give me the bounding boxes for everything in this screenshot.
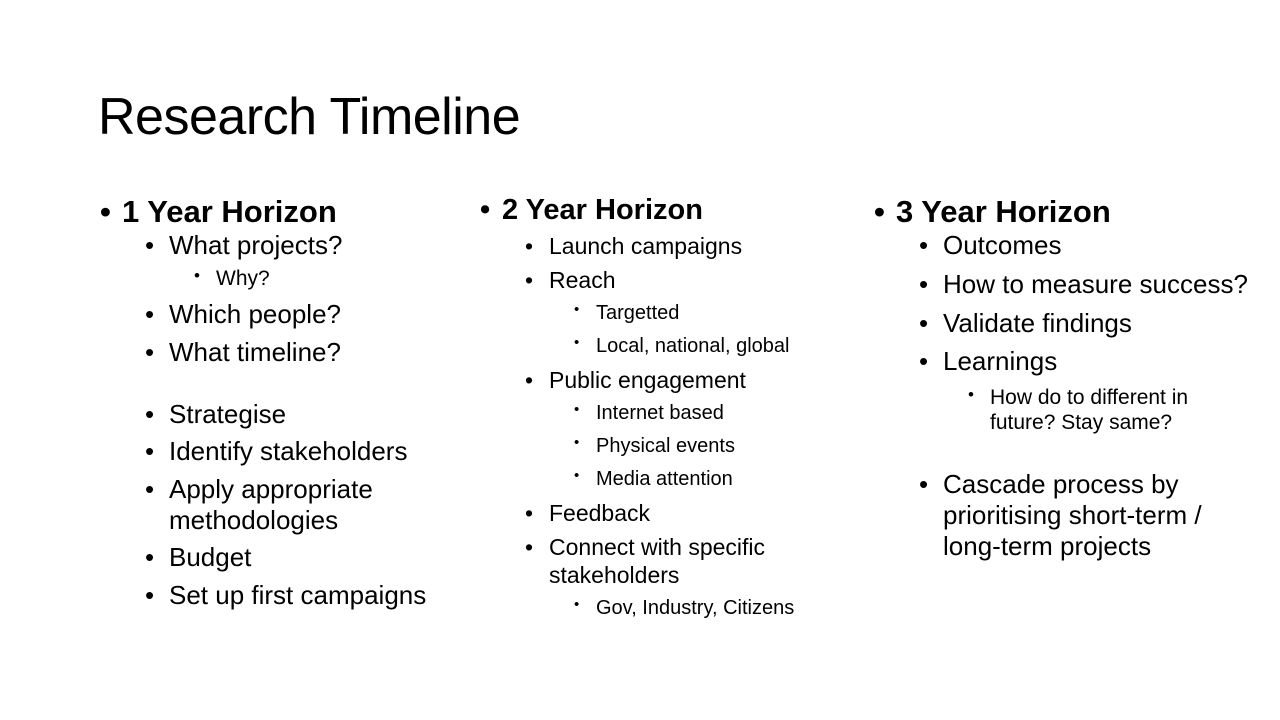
- bullet-text: How to measure success?: [943, 268, 1248, 299]
- bullet-icon: •: [480, 194, 491, 226]
- spacer: [896, 435, 1256, 469]
- column-heading: [100, 193, 482, 230]
- column-list: [480, 193, 862, 228]
- bullet-icon: •: [525, 499, 534, 526]
- bullet-icon: •: [525, 232, 534, 259]
- bullet-item: [145, 436, 482, 467]
- bullet-list: [502, 232, 862, 622]
- bullet-item: [919, 346, 1256, 377]
- column-2-year-horizon: [480, 193, 862, 628]
- slide-title: Research Timeline: [98, 88, 521, 146]
- bullet-icon: •: [574, 596, 580, 614]
- bullet-text: Validate findings: [943, 307, 1132, 338]
- bullet-icon: •: [919, 230, 929, 261]
- sub-bullet-item: [194, 264, 482, 294]
- bullet-icon: •: [145, 542, 155, 573]
- sub-bullet-item: [574, 466, 862, 493]
- bullet-text: Set up first campaigns: [169, 580, 427, 610]
- bullet-item: [145, 299, 482, 330]
- heading-text: 1 Year Horizon: [122, 194, 337, 229]
- bullet-icon: •: [919, 307, 929, 338]
- bullet-text: Strategise: [169, 398, 287, 429]
- bullet-icon: •: [145, 230, 155, 261]
- bullet-icon: •: [574, 433, 580, 451]
- bullet-item: [145, 230, 482, 261]
- bullet-text: Outcomes: [943, 230, 1062, 261]
- bullet-item: [525, 533, 862, 589]
- bullet-icon: •: [919, 268, 929, 299]
- bullet-text: Cascade process by prioritising short-term / long-term projects: [943, 469, 1202, 561]
- bullet-icon: •: [525, 266, 534, 293]
- bullet-text: Feedback: [549, 499, 651, 526]
- bullet-icon: •: [919, 346, 929, 377]
- sub-bullet-item: [574, 300, 862, 327]
- bullet-icon: •: [574, 466, 580, 484]
- bullet-icon: •: [525, 366, 534, 393]
- spacer: [122, 375, 482, 399]
- bullet-item: [919, 268, 1256, 300]
- bullet-text: What timeline?: [169, 336, 341, 367]
- bullet-icon: •: [574, 400, 580, 418]
- bullet-item: [145, 542, 482, 573]
- sub-bullet-item: [968, 384, 1256, 435]
- heading-text: 2 Year Horizon: [502, 194, 703, 226]
- bullet-item: [525, 499, 862, 527]
- bullet-text: How do to different in future? Stay same?: [990, 385, 1189, 435]
- bullet-icon: •: [919, 469, 929, 500]
- bullet-item: [145, 398, 482, 430]
- bullet-icon: •: [145, 398, 155, 429]
- bullet-icon: •: [574, 333, 580, 351]
- bullet-text: What projects?: [169, 230, 343, 261]
- column-3-year-horizon: [874, 193, 1256, 569]
- bullet-item: [525, 266, 862, 294]
- bullet-text: Why?: [216, 266, 270, 290]
- bullet-text: Learnings: [943, 346, 1058, 377]
- bullet-text: Which people?: [169, 299, 341, 330]
- bullet-item: [919, 230, 1256, 261]
- bullet-text: Gov, Industry, Citizens: [596, 597, 795, 620]
- column-list: [874, 193, 1256, 230]
- bullet-icon: •: [874, 194, 885, 229]
- bullet-item: [145, 473, 482, 535]
- bullet-icon: •: [145, 299, 155, 330]
- bullet-icon: •: [145, 436, 155, 467]
- bullet-text: Physical events: [596, 434, 735, 457]
- bullet-item: [919, 469, 1256, 561]
- bullet-icon: •: [145, 580, 155, 610]
- column-1-year-horizon: [100, 193, 482, 618]
- bullet-text: Reach: [549, 266, 616, 293]
- bullet-icon: •: [574, 300, 580, 318]
- bullet-text: Connect with specific stakeholders: [549, 533, 766, 589]
- bullet-item: [145, 336, 482, 368]
- bullet-text: Targetted: [596, 301, 680, 324]
- bullet-item: [919, 307, 1256, 339]
- bullet-text: Local, national, global: [596, 334, 790, 357]
- sub-bullet-item: [574, 433, 862, 460]
- bullet-text: Public engagement: [549, 366, 746, 393]
- sub-bullet-item: [574, 595, 862, 622]
- column-heading: [480, 193, 862, 228]
- bullet-text: Identify stakeholders: [169, 436, 408, 467]
- bullet-item: [145, 580, 482, 611]
- bullet-text: Budget: [169, 542, 252, 573]
- bullet-text: Internet based: [596, 401, 724, 424]
- bullet-icon: •: [100, 194, 111, 229]
- column-list: [100, 193, 482, 230]
- bullet-icon: •: [145, 336, 155, 367]
- bullet-item: [525, 366, 862, 394]
- bullet-text: Apply appropriate methodologies: [169, 473, 373, 535]
- bullet-list: [122, 230, 482, 610]
- column-heading: [874, 193, 1256, 230]
- bullet-list: [896, 230, 1256, 561]
- bullet-icon: •: [525, 533, 534, 560]
- sub-bullet-item: [574, 333, 862, 360]
- bullet-text: Launch campaigns: [549, 232, 743, 259]
- bullet-icon: •: [194, 265, 200, 285]
- bullet-text: Media attention: [596, 467, 733, 490]
- bullet-icon: •: [968, 384, 974, 404]
- sub-bullet-item: [574, 400, 862, 427]
- bullet-item: [525, 232, 862, 260]
- heading-text: 3 Year Horizon: [896, 194, 1111, 229]
- bullet-icon: •: [145, 473, 155, 504]
